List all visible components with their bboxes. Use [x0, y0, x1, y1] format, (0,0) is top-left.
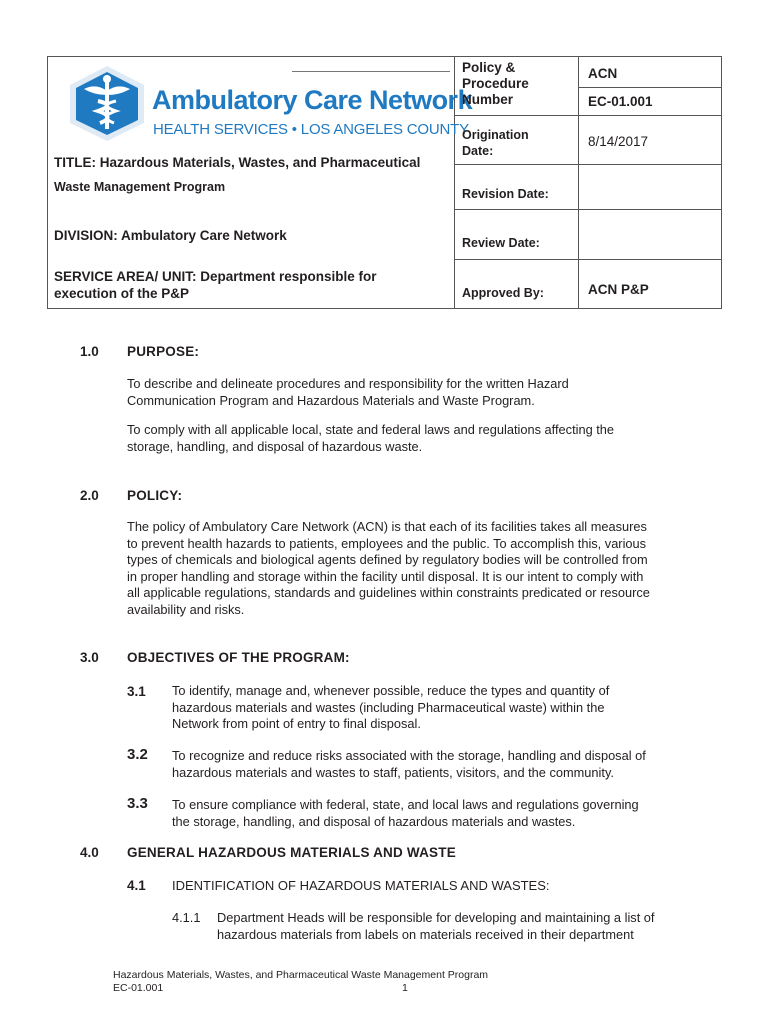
objective-item: To identify, manage and, whenever possible, reduce the types and quantity of hazardous materials and wastes (including Pharmaceutical waste) within the Network from point of entry to final disposal. — [172, 683, 610, 731]
origination-date-label: Origination Date: — [462, 128, 529, 158]
policy-title: TITLE: Hazardous Materials, Wastes, and Pharmaceutical — [54, 155, 421, 170]
section-number: 1.0 — [80, 344, 99, 359]
logo-name: Ambulatory Care Network — [152, 85, 473, 115]
review-date-label: Review Date: — [462, 236, 540, 250]
header-divider — [578, 87, 722, 88]
section-heading-policy: POLICY: — [127, 488, 183, 503]
policy-number-value: EC-01.001 — [588, 94, 653, 109]
item-number: 4.1.1 — [172, 910, 201, 925]
organization-logo — [52, 63, 473, 143]
footer-title: Hazardous Materials, Wastes, and Pharmaceutical Waste Management Program — [113, 969, 489, 981]
header-divider — [454, 259, 722, 260]
item-number: 3.1 — [127, 684, 146, 699]
section-heading-purpose: PURPOSE: — [127, 344, 200, 359]
header-divider — [578, 57, 579, 308]
purpose-paragraph-2: To comply with all applicable local, state and federal laws and regulations affecting the storage, handling, and disposal of hazardous waste. — [127, 422, 615, 454]
section-number: 3.0 — [80, 650, 99, 665]
service-area-continued: execution of the P&P — [54, 286, 190, 301]
caduceus-hexagon-icon — [62, 63, 152, 143]
item-number: 3.2 — [127, 746, 148, 763]
objective-item: To recognize and reduce risks associated with the storage, handling and disposal of hazardous materials and wastes to staff, patients, visitors, and the community. — [172, 748, 646, 780]
subsection-heading: IDENTIFICATION OF HAZARDOUS MATERIALS AND WASTES: — [172, 878, 550, 893]
section-number: 2.0 — [80, 488, 99, 503]
policy-header-table — [47, 56, 722, 309]
policy-title-continued: Waste Management Program — [54, 180, 226, 194]
section-heading-general: GENERAL HAZARDOUS MATERIALS AND WASTE — [127, 845, 456, 860]
section-number: 4.0 — [80, 845, 99, 860]
revision-date-label: Revision Date: — [462, 187, 549, 201]
logo-tagline: HEALTH SERVICES • LOS ANGELES COUNTY — [153, 121, 469, 138]
service-area: SERVICE AREA/ UNIT: Department responsible for — [54, 269, 377, 284]
approved-by-value: ACN P&P — [588, 282, 649, 297]
policy-acn-value: ACN — [588, 66, 618, 81]
origination-date-value: 8/14/2017 — [588, 134, 649, 149]
approved-by-label: Approved By: — [462, 286, 544, 300]
header-divider — [454, 115, 722, 116]
policy-number-label: Policy & Procedure Number — [462, 60, 529, 107]
subsection-item: Department Heads will be responsible for developing and maintaining a list of hazardous materials from labels on materials received in their department — [217, 910, 655, 942]
header-divider — [454, 164, 722, 165]
item-number: 3.3 — [127, 795, 148, 812]
footer-code: EC-01.001 — [113, 982, 164, 994]
section-heading-objectives: OBJECTIVES OF THE PROGRAM: — [127, 650, 350, 665]
policy-paragraph: The policy of Ambulatory Care Network (ACN) is that each of its facilities takes all measures to prevent health hazards to patients, employees and the public. To accomplish this, various types of chemicals and biological agents defined by regulatory bodies will be controlled from in proper handling and storage within the facility until disposal. It is our intent to comply with all applicable regulations, standards and guidelines within constraints predicated or resource availability and risks. — [127, 519, 650, 617]
purpose-paragraph-1: To describe and delineate procedures and responsibility for the written Hazard Communication Program and Hazardous Materials and Waste Program. — [127, 376, 569, 408]
division: DIVISION: Ambulatory Care Network — [54, 228, 287, 243]
objective-item: To ensure compliance with federal, state, and local laws and regulations governing the storage, handling, and disposal of hazardous materials and wastes. — [172, 797, 639, 829]
item-number: 4.1 — [127, 878, 146, 893]
page-number: 1 — [402, 982, 408, 994]
header-divider — [454, 209, 722, 210]
